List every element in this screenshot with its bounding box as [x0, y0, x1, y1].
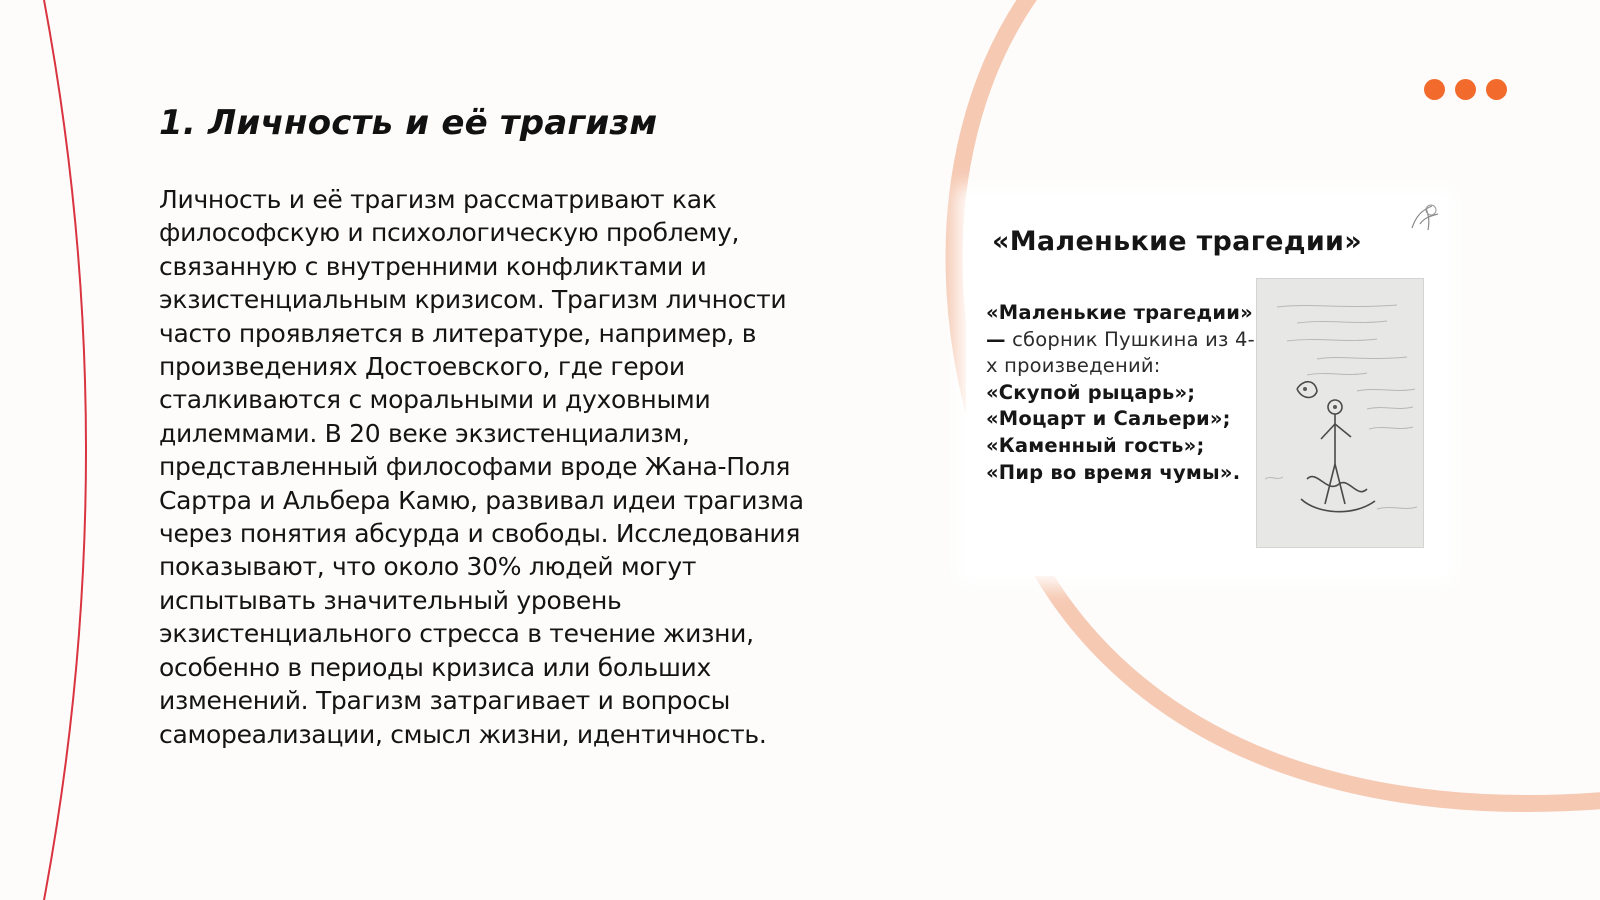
card-lead-text: сборник Пушкина из 4-х произведений:: [986, 327, 1255, 378]
work-item: «Скупой рыцарь»;: [986, 380, 1196, 404]
dots-indicator: [1424, 79, 1507, 100]
dot-icon: [1455, 79, 1476, 100]
slide-title: 1. Личность и её трагизм: [159, 103, 658, 143]
card-title: «Маленькие трагедии»: [992, 226, 1362, 257]
dot-icon: [1424, 79, 1445, 100]
slide-body-text: Личность и её трагизм рассматривают как философскую и психологическую проблему, связанную с внутренними конфликтами и экзистенциальным кризисом. Трагизм личности часто проявляется в литературе, например, в произведениях Достоевского, где герои сталкиваются с моральными и духовными дилеммами. В 20 веке экзистенциализм, представленный философами вроде Жана-Поля Сартра и Альбера Камю, развивал идеи трагизма через понятия абсурда и свободы. Исследования показывают, что около 30% людей могут испытывать значительный уровень экзистенциального стресса в течение жизни, особенно в периоды кризиса или больших изменений. Трагизм затрагивает и вопросы самореализации, смысл жизни, идентичность.: [159, 185, 804, 749]
image-card: [966, 196, 1446, 576]
work-item: «Пир во время чумы».: [986, 460, 1241, 484]
card-description: [986, 300, 1256, 486]
left-curve-line: [44, 0, 86, 900]
work-item: «Моцарт и Сальери»;: [986, 407, 1231, 431]
dot-icon: [1486, 79, 1507, 100]
pushkin-sketch-icon: [1256, 278, 1424, 548]
card-lead-bold: «Маленькие трагедии» —: [986, 301, 1253, 351]
corner-sketch-icon: [1406, 198, 1444, 236]
work-item: «Каменный гость»;: [986, 433, 1205, 457]
